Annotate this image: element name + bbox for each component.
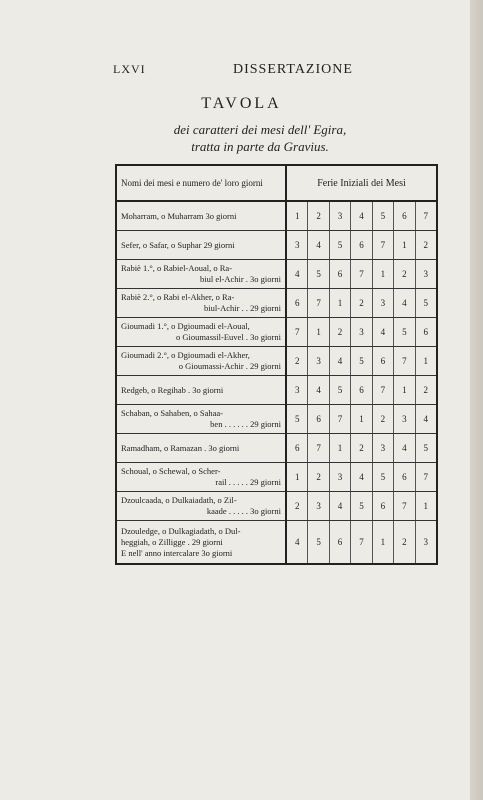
weekday-number: 6	[287, 289, 308, 317]
table-row	[116, 434, 437, 463]
days-column-header: Ferie Iniziali dei Mesi	[286, 165, 437, 201]
weekday-number: 3	[287, 231, 308, 259]
weekday-number: 1	[394, 376, 415, 404]
month-name-line: Gioumadi 2.°, o Dgioumadi el-Akher,	[121, 350, 250, 360]
weekday-number: 6	[373, 492, 394, 520]
weekday-number: 2	[423, 385, 428, 395]
month-name-line: kaade . . . . . 3o giorni	[206, 506, 281, 516]
weekday-number: 5	[373, 202, 394, 230]
weekday-number: 6	[287, 434, 308, 462]
month-name-cell	[116, 318, 286, 347]
weekday-cells	[286, 405, 437, 434]
weekday-number: 2	[330, 318, 351, 346]
weekday-number: 4	[373, 318, 394, 346]
weekday-number: 5	[330, 231, 351, 259]
subtitle-line-1: dei caratteri dei mesi dell' Egira,	[173, 122, 347, 137]
month-name-cell	[116, 434, 286, 463]
weekday-number: 4	[351, 463, 372, 491]
weekday-number: 6	[351, 376, 372, 404]
weekday-number: 7	[351, 521, 372, 563]
weekday-number: 4	[308, 376, 329, 404]
table-title: TAVOLA	[201, 95, 282, 112]
month-name-line: Gioumadi 1.°, o Dgioumadi el-Aoual,	[121, 321, 250, 331]
month-name-cell	[116, 405, 286, 434]
weekday-number: 5	[394, 318, 415, 346]
weekday-number: 7	[373, 376, 394, 404]
weekday-number: 4	[394, 434, 415, 462]
weekday-number: 4	[308, 231, 329, 259]
weekday-number: 3	[330, 202, 351, 230]
month-name-line: o Gioumassil-Euvel . 3o giorni	[175, 332, 281, 342]
month-name-line: Sefer, o Safar, o Suphar 29 giorni	[121, 239, 235, 250]
page-edge	[470, 0, 483, 800]
weekday-number: 3	[373, 289, 394, 317]
table-row	[116, 376, 437, 405]
weekday-number: 1	[330, 289, 351, 317]
month-name-line: Moharram, o Muharram 3o giorni	[121, 210, 237, 221]
weekday-cells	[286, 289, 437, 318]
weekday-number: 4	[394, 289, 415, 317]
weekday-number: 2	[308, 202, 329, 230]
month-name-line: Rabiè 2.°, o Rabi el-Akher, o Ra-	[121, 292, 235, 302]
weekday-number: 5	[308, 521, 329, 563]
month-name-line: Dzouledge, o Dulkagiadath, o Dul-	[121, 525, 241, 536]
month-name-cell	[116, 289, 286, 318]
weekday-number: 5	[308, 260, 329, 288]
weekday-number: 7	[394, 492, 415, 520]
weekday-number: 4	[287, 521, 308, 563]
table-row	[116, 318, 437, 347]
weekday-number: 7	[330, 405, 351, 433]
weekday-number: 4	[287, 260, 308, 288]
weekday-number: 1	[287, 463, 308, 491]
weekday-number: 3	[423, 269, 428, 279]
weekday-cells	[286, 376, 437, 405]
weekday-number: 3	[373, 434, 394, 462]
month-name-line: Schoual, o Schewal, o Scher-	[121, 466, 221, 476]
weekday-number: 2	[287, 492, 308, 520]
month-name-line: rail . . . . . 29 giorni	[215, 477, 281, 487]
weekday-number: 5	[423, 443, 428, 453]
running-title: DISSERTAZIONE	[233, 62, 353, 77]
table-row	[116, 231, 437, 260]
weekday-number: 4	[423, 414, 428, 424]
weekday-cells	[286, 521, 437, 565]
weekday-number: 1	[351, 405, 372, 433]
weekday-number: 7	[308, 289, 329, 317]
weekday-number: 6	[330, 260, 351, 288]
month-name-line: Dzoulcaada, o Dulkaiadath, o Zil-	[121, 495, 237, 505]
weekday-number: 6	[308, 405, 329, 433]
weekday-number: 1	[287, 202, 308, 230]
weekday-number: 7	[308, 434, 329, 462]
table-row	[116, 289, 437, 318]
weekday-number: 4	[330, 492, 351, 520]
table-row	[116, 347, 437, 376]
table-row	[116, 405, 437, 434]
weekday-cells	[286, 231, 437, 260]
weekday-cells	[286, 492, 437, 521]
weekday-number: 3	[308, 347, 329, 375]
weekday-number: 1	[423, 501, 428, 511]
weekday-number: 1	[373, 521, 394, 563]
page-number: LXVI	[113, 62, 146, 76]
weekday-number: 7	[394, 347, 415, 375]
weekday-number: 4	[330, 347, 351, 375]
weekday-number: 7	[423, 211, 428, 221]
weekday-number: 5	[351, 492, 372, 520]
weekday-number: 3	[423, 537, 428, 547]
weekday-number: 1	[330, 434, 351, 462]
month-name-line: biul-Achir . . 29 giorni	[204, 303, 281, 313]
months-table	[115, 164, 438, 565]
weekday-number: 7	[373, 231, 394, 259]
month-name-line: ben . . . . . . 29 giorni	[210, 419, 281, 429]
weekday-number: 2	[351, 289, 372, 317]
weekday-number: 2	[351, 434, 372, 462]
weekday-cells	[286, 201, 437, 231]
month-name-line: heggiah, o Zilligge . 29 giorni	[121, 536, 223, 547]
month-name-line: Ramadham, o Ramazan . 3o giorni	[121, 442, 240, 453]
weekday-number: 2	[287, 347, 308, 375]
weekday-number: 6	[423, 327, 428, 337]
month-name-cell	[116, 521, 286, 565]
weekday-number: 5	[287, 405, 308, 433]
weekday-cells	[286, 463, 437, 492]
table-row	[116, 521, 437, 565]
subtitle-line-2: tratta in parte da Gravius.	[191, 139, 329, 154]
weekday-number: 5	[373, 463, 394, 491]
weekday-number: 6	[394, 202, 415, 230]
weekday-number: 5	[351, 347, 372, 375]
month-name-line: biul el-Achir . 3o giorni	[200, 274, 281, 284]
weekday-number: 3	[308, 492, 329, 520]
weekday-number: 5	[330, 376, 351, 404]
weekday-number: 1	[308, 318, 329, 346]
month-name-cell	[116, 463, 286, 492]
month-name-cell	[116, 347, 286, 376]
weekday-number: 3	[330, 463, 351, 491]
weekday-number: 2	[308, 463, 329, 491]
weekday-number: 3	[394, 405, 415, 433]
table-row	[116, 492, 437, 521]
month-name-cell	[116, 231, 286, 260]
month-name-cell	[116, 260, 286, 289]
weekday-number: 7	[287, 318, 308, 346]
weekday-number: 2	[394, 521, 415, 563]
month-name-line: Redgeb, o Regihab . 3o giorni	[121, 384, 224, 395]
weekday-cells	[286, 347, 437, 376]
weekday-number: 6	[394, 463, 415, 491]
month-name-line: E nell' anno intercalare 3o giorni	[121, 547, 233, 558]
weekday-number: 4	[351, 202, 372, 230]
weekday-number: 5	[423, 298, 428, 308]
weekday-number: 1	[423, 356, 428, 366]
weekday-number: 2	[373, 405, 394, 433]
weekday-number: 6	[330, 521, 351, 563]
month-name-line: o Gioumassi-Achir . 29 giorni	[178, 361, 281, 371]
month-name-cell	[116, 201, 286, 231]
table-header-row	[116, 165, 437, 201]
weekday-number: 3	[287, 376, 308, 404]
weekday-number: 6	[373, 347, 394, 375]
month-name-line: Rabiè 1.°, o Rabiel-Aoual, o Ra-	[121, 263, 233, 273]
table-row	[116, 463, 437, 492]
page-header	[113, 62, 413, 80]
table-row	[116, 260, 437, 289]
weekday-cells	[286, 434, 437, 463]
month-name-line: Schaban, o Sahaben, o Sahaa-	[121, 408, 223, 418]
weekday-cells	[286, 260, 437, 289]
weekday-number: 3	[351, 318, 372, 346]
weekday-number: 1	[373, 260, 394, 288]
weekday-number: 6	[351, 231, 372, 259]
names-column-header: Nomi dei mesi e numero de' loro giorni	[116, 165, 286, 201]
month-name-cell	[116, 376, 286, 405]
table-row	[116, 201, 437, 231]
month-name-cell	[116, 492, 286, 521]
weekday-number: 7	[351, 260, 372, 288]
weekday-number: 2	[423, 240, 428, 250]
weekday-number: 1	[394, 231, 415, 259]
weekday-number: 7	[423, 472, 428, 482]
weekday-number: 2	[394, 260, 415, 288]
weekday-cells	[286, 318, 437, 347]
